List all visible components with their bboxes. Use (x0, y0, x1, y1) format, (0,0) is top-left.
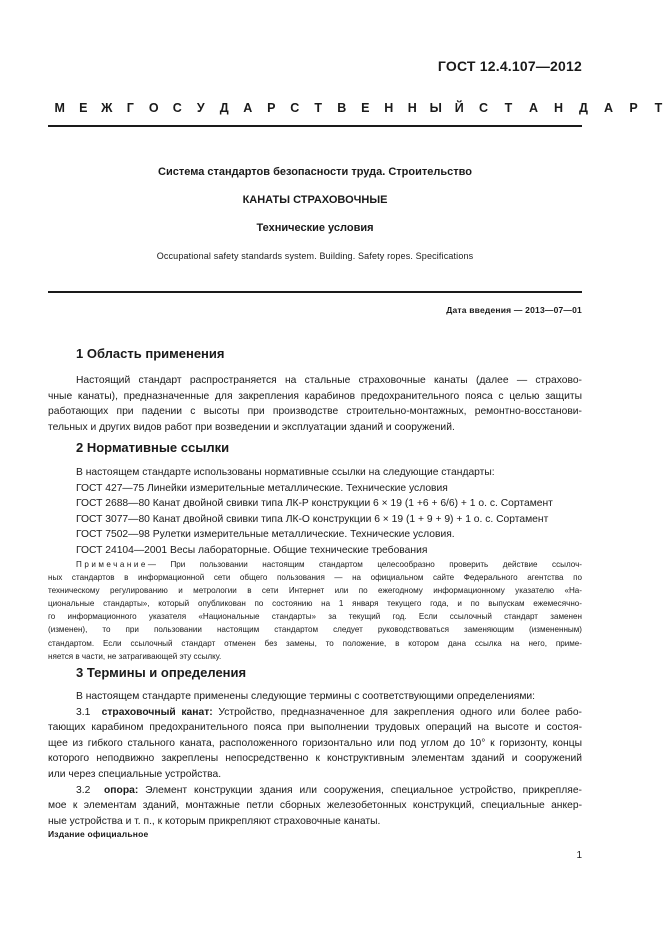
term-1-line: которого неподвижно закреплены непосредственно к конструктивным элементам зданий и сооружений (48, 753, 582, 765)
references-note (48, 558, 582, 663)
note-line: техническому регулированию и метрологии в сети Интернет или по ежегодному информационному указателю «На- (48, 586, 582, 596)
note-line: ных стандартов в информационной сети общего пользования — на официальном сайте Федерального агентства по (48, 573, 582, 583)
standard-type-letter: Е (361, 101, 370, 115)
term-1-name: страховочный канат: (101, 706, 213, 718)
term-1-line: щее из гибкого стального каната, расположенного горизонтально или под углом до 10° к горизонту, концы (48, 737, 582, 749)
references-intro: В настоящем стандарте использованы нормативные ссылки на следующие стандарты: (76, 467, 495, 478)
top-rule (48, 125, 582, 127)
standard-type-letter: Р (629, 101, 638, 115)
term-1-line: или через специальные устройства. (48, 768, 222, 780)
standard-type-letter: Т (654, 101, 663, 115)
standard-type-letter: Е (79, 101, 88, 115)
standard-type-letter: Н (407, 101, 417, 115)
note-label: Примечание (76, 560, 148, 569)
standard-type-letter: С (478, 101, 489, 115)
term-2-line: мое к элементам зданий, монтажные петли сборных железобетонных конструкций, специальные анкер- (48, 800, 582, 812)
section-1-line: тельных и других видов работ при возведении и эксплуатации зданий и сооружений. (48, 421, 455, 433)
standard-type-letter: А (603, 101, 614, 115)
standard-type-letter: Й (454, 101, 464, 115)
reference-item: ГОСТ 2688—80 Канат двойной свивки типа ЛК-Р конструкции 6 × 19 (1 +6 + 6/6) + 1 о. с. Сортамент (76, 498, 553, 510)
standard-type-letter: Н (384, 101, 394, 115)
standard-type-letter: У (196, 101, 205, 115)
system-title: Система стандартов безопасности труда. Строительство (158, 166, 472, 178)
standard-type-letter: С (290, 101, 300, 115)
note-line: (изменен), то при пользовании настоящим стандартом следует руководствоваться заменяющим (измененным) (48, 625, 582, 635)
standard-type-letter: Н (553, 101, 564, 115)
introduction-date: Дата введения — 2013—07—01 (446, 305, 582, 315)
standard-type-letter: О (148, 101, 159, 115)
document-code: ГОСТ 12.4.107—2012 (437, 58, 582, 74)
section-1-line: Настоящий стандарт распространяется на стальные страховочные канаты (далее — страхово- (76, 375, 582, 386)
middle-rule (48, 291, 582, 293)
note-line: циональные стандарты», который опубликован по состоянию на 1 января текущего года, и по выпускам ежемесячно- (48, 599, 582, 609)
standard-type-letter: Ж (101, 101, 113, 115)
section-1-heading: 1 Область применения (76, 346, 225, 361)
standard-type-letter: Д (219, 101, 229, 115)
official-edition-label: Издание официальное (48, 829, 149, 839)
standard-type-letter: Д (579, 101, 588, 115)
standard-type-letter: А (243, 101, 253, 115)
standard-type-banner (48, 101, 663, 115)
term-2-line: ные устройства и т. п., к которым прикрепляют страховочные канаты. (48, 815, 381, 827)
standard-type-letter: М (54, 101, 65, 115)
reference-item: ГОСТ 427—75 Линейки измерительные металлические. Технические условия (76, 482, 448, 494)
section-1-line: работающих при падении с высоты при производстве строительно-монтажных, ремонтно-восстанови- (48, 406, 582, 418)
reference-item: ГОСТ 24104—2001 Весы лабораторные. Общие технические требования (76, 544, 428, 556)
main-title: КАНАТЫ СТРАХОВОЧНЫЕ (242, 194, 388, 206)
standard-type-letter: С (172, 101, 182, 115)
section-2-heading: 2 Нормативные ссылки (76, 440, 230, 455)
term-2-name: опора: (104, 784, 139, 796)
standard-type-letter: Р (267, 101, 276, 115)
terms-intro: В настоящем стандарте применены следующие термины с соответствующими определениями: (76, 691, 536, 702)
term-1-line: тающих карабином предохранительного пояса при выполнении трудовых операций на высоте и состоя- (48, 722, 582, 734)
standard-type-right-word (471, 101, 671, 115)
note-line: Примечание— При пользовании настоящим стандартом целесообразно проверить действие ссылоч- (76, 560, 582, 569)
section-3-body (48, 689, 582, 829)
english-title: Occupational safety standards system. Building. Safety ropes. Specifications (156, 251, 474, 261)
page-number: 1 (576, 850, 582, 861)
section-1-line: чные канаты), предназначенные для закрепления карабинов предохранительного пояса с целью защиты (48, 390, 582, 402)
term-2-line: 3.2 опора: Элемент конструкции здания или сооружения, специальное устройство, прикрепляе- (76, 784, 582, 796)
standard-type-letter: Т (504, 101, 513, 115)
standard-type-letter: А (528, 101, 539, 115)
reference-item: ГОСТ 3077—80 Канат двойной свивки типа ЛК-О конструкции 6 × 19 (1 + 9 + 9) + 1 о. с. Сортамент (76, 513, 549, 525)
standard-type-letter: В (337, 101, 347, 115)
reference-item: ГОСТ 7502—98 Рулетки измерительные металлические. Технические условия. (76, 529, 455, 541)
normative-references (76, 465, 582, 559)
standard-type-letter: Т (314, 101, 323, 115)
subtitle: Технические условия (256, 222, 374, 234)
section-3-heading: 3 Термины и определения (76, 665, 247, 680)
note-line: стандартом. Если ссылочный стандарт отменен без замены, то положение, в котором дана ссылка на него, приме- (48, 638, 582, 648)
section-1-body (48, 373, 582, 435)
term-1-line: 3.1 страховочный канат: Устройство, предназначенное для закрепления одного или более рабо- (76, 706, 582, 718)
note-line: няется в части, не затрагивающей эту ссылку. (48, 651, 222, 661)
standard-type-left-word (48, 101, 471, 115)
standard-type-letter: Ы (429, 101, 442, 115)
note-line: го информационного указателя «Национальные стандарты» за текущий год. Если ссылочный стандарт заменен (48, 612, 582, 622)
standard-type-letter: Г (126, 101, 134, 115)
